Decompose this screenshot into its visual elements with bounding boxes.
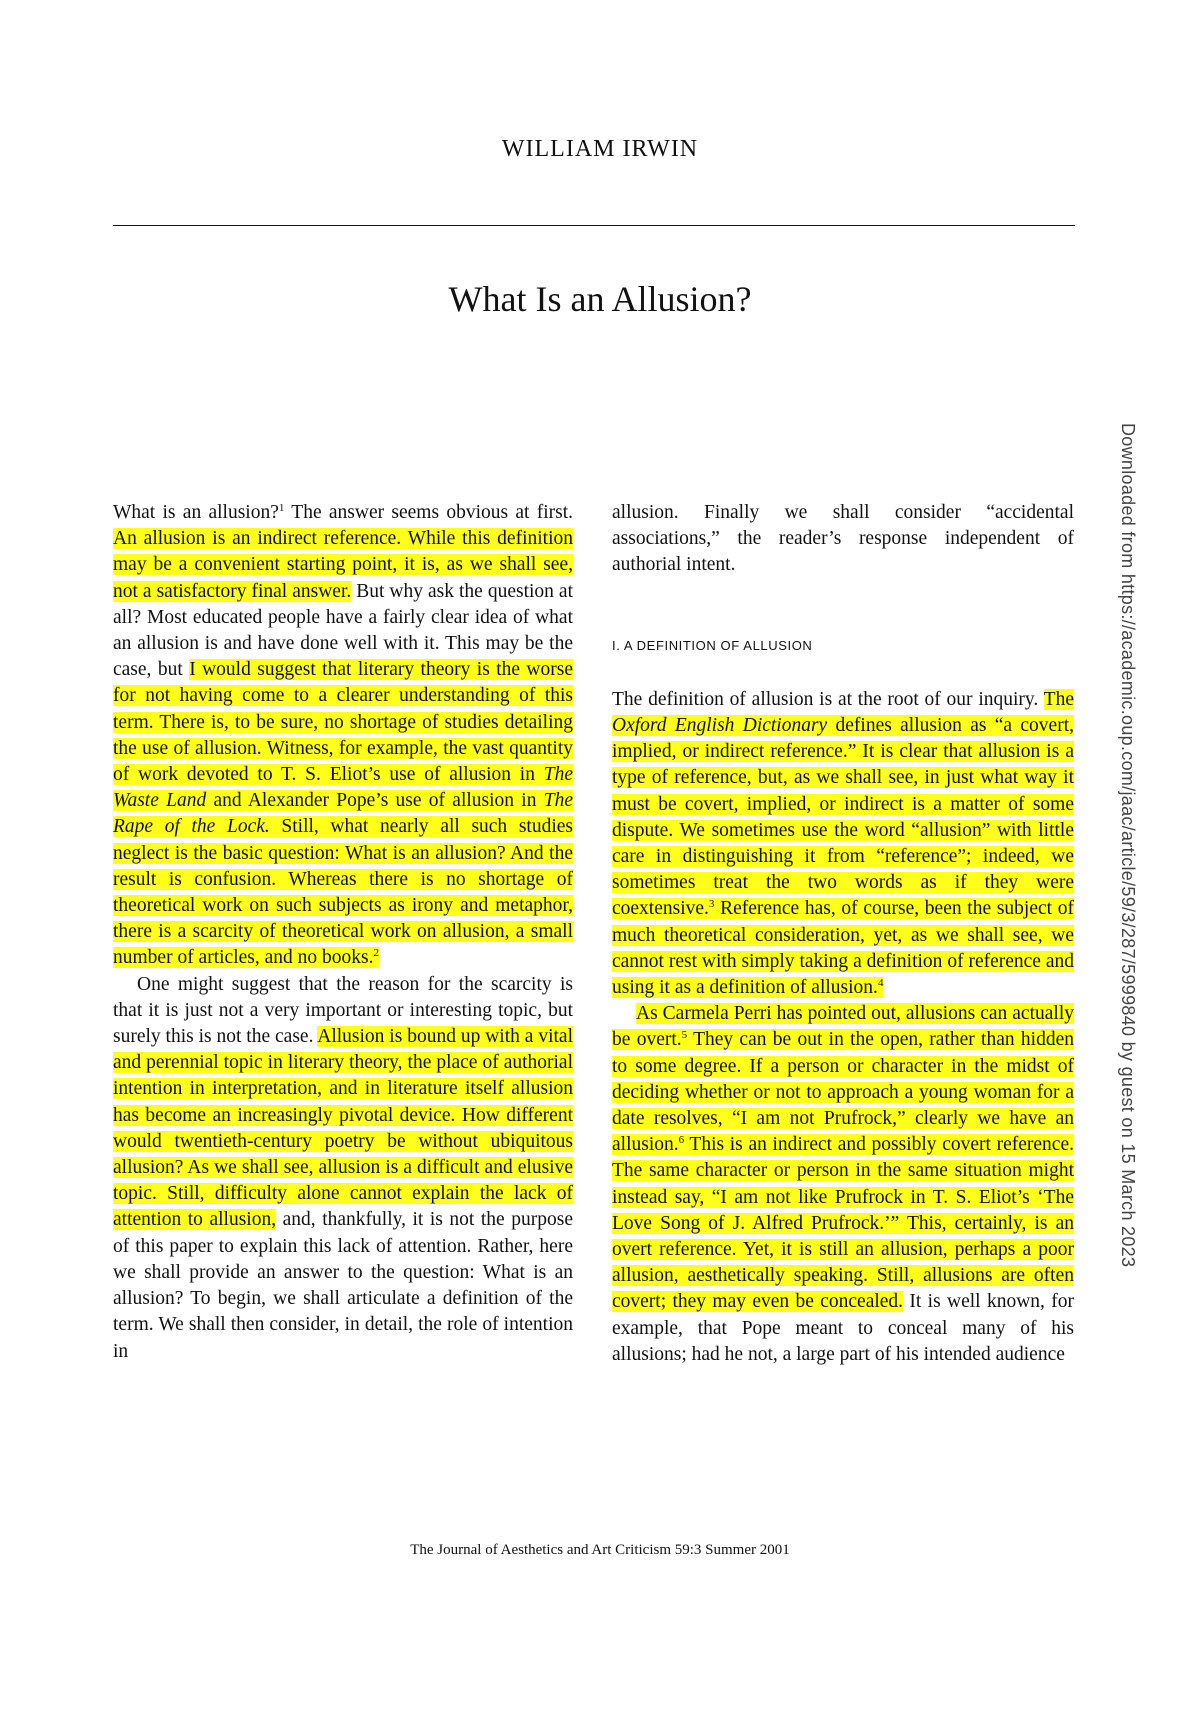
footnote-ref-2[interactable]: 2 — [373, 947, 379, 960]
paragraph-3: The definition of allusion is at the root of our inquiry. The Oxford English Dictionary defines allusion as “a covert, implied, or indirect reference.” It is clear that allusion is a type of reference, but, as we shall see, in just what way it must be covert, implied, or indirect is a matter of some dispute. We sometimes use the word “allusion” with little care in distinguishing it from “reference”; indeed, we sometimes treat the two words as if they were coextensive.$^3$ Reference has, of course, been the subject of much theoretical consideration, yet, as we shall see, we cannot rest with simply taking a definition of reference and using it as a definition of allusion.$^4$ — [612, 688, 1074, 999]
footnote-ref-3[interactable]: 3 — [708, 898, 715, 911]
highlight: An allusion is an indirect reference. While this definition may be a convenient starting point, it is, as we shall see, not a satisfactory final answer. — [113, 528, 573, 602]
footnote-ref-6[interactable]: 6 — [678, 1134, 685, 1147]
journal-footer: The Journal of Aesthetics and Art Criticism 59:3 Summer 2001 — [410, 1542, 790, 1558]
paragraph-4: As Carmela Perri has pointed out, allusions can actually be overt.$^5$ They can be out in the open, rather than hidden to some degree. If a person or character in the midst of deciding whether or not to approach a young woman for a date resolves, “I am not Prufrock,” clearly we have an allusion.$^6$ This is an indirect and possibly covert reference. The same character or person in the same situation might instead say, “I am not like Prufrock in T. S. Eliot’s ‘The Love Song of J. Alfred Prufrock.’” This, certainly, is an overt reference. Yet, it is still an allusion, perhaps a poor allusion, aesthetically speaking. Still, allusions are often covert; they may even be concealed. It is well known, for example, that Pope meant to conceal many of his allusions; had he not, a large part of his intended audience — [612, 1003, 1074, 1365]
paragraph-continued: allusion. Finally we shall consider “accidental associations,” the reader’s response independent of authorial intent. — [612, 502, 1074, 576]
highlight: The Oxford English Dictionary defines allusion as “a covert, implied, or indirect reference.” It is clear that allusion is a type of reference, but, as we shall see, in just what way it must be covert, implied, or indirect is a matter of some dispute. We sometimes use the word “allusion” with little care in distinguishing it from “reference”; indeed, we sometimes treat the two words as if they were coextensive.$^3$ Reference has, of course, been the subject of much theoretical consideration, yet, as we shall see, we cannot rest with simply taking a definition of reference and using it as a definition of allusion.$^4$ — [612, 688, 1074, 999]
paragraph-1: What is an allusion?$^1$ The answer seems obvious at first. An allusion is an indirect reference. While this definition may be a convenient starting point, it is, as we shall see, not a satisfactory final answer. But why ask the question at all? Most educated people have a fairly clear idea of what an allusion is and have done well with it. This may be the case, but I would suggest that literary theory is the worse for not having come to a clearer understanding of this term. There is, to be sure, no shortage of studies detailing the use of allusion. Witness, for example, the vast quantity of work devoted to T. S. Eliot’s use of allusion in The Waste Land and Alexander Pope’s use of allusion in The Rape of the Lock. Still, what nearly all such studies neglect is the basic question: What is an allusion? And the result is confusion. Whereas there is no shortage of theoretical work on such subjects as irony and metaphor, there is a scarcity of theoretical work on allusion, a small number of articles, and no books.$^2$ — [113, 502, 573, 969]
footnote-ref-4[interactable]: 4 — [877, 977, 884, 990]
footnote-ref-1[interactable]: 1 — [278, 502, 285, 514]
highlight: I would suggest that literary theory is the worse for not having come to a clearer understanding of this term. There is, to be sure, no shortage of studies detailing the use of allusion. Witness, for example, the vast quantity of work devoted to T. S. Eliot’s use of allusion in The Waste Land and Alexander Pope’s use of allusion in The Rape of the Lock. Still, what nearly all such studies neglect is the basic question: What is an allusion? And the result is confusion. Whereas there is no shortage of theoretical work on such subjects as irony and metaphor, there is a scarcity of theoretical work on allusion, a small number of articles, and no books.$^2$ — [113, 659, 573, 969]
highlight: Allusion is bound up with a vital and perennial topic in literary theory, the place of authorial intention in interpretation, and in literature itself allusion has become an increasingly pivotal device. How different would twentieth-century poetry be without ubiquitous allusion? As we shall see, allusion is a difficult and elusive topic. Still, difficulty alone cannot explain the lack of attention to allusion, — [113, 1026, 573, 1231]
right-column — [612, 500, 1074, 1368]
author-name: WILLIAM IRWIN — [501, 136, 699, 162]
left-column — [113, 500, 573, 1365]
highlight: As Carmela Perri has pointed out, allusions can actually be overt.$^5$ They can be out in the open, rather than hidden to some degree. If a person or character in the midst of deciding whether or not to approach a young woman for a date resolves, “I am not Prufrock,” clearly we have an allusion.$^6$ This is an indirect and possibly covert reference. The same character or person in the same situation might instead say, “I am not like Prufrock in T. S. Eliot’s ‘The Love Song of J. Alfred Prufrock.’” This, certainly, is an overt reference. Yet, it is still an allusion, perhaps a poor allusion, aesthetically speaking. Still, allusions are often covert; they may even be concealed. — [612, 1003, 1074, 1313]
footnote-ref-5[interactable]: 5 — [681, 1029, 688, 1042]
header-rule — [113, 225, 1075, 226]
article-title: What Is an Allusion? — [448, 279, 752, 319]
section-heading: I. A DEFINITION OF ALLUSION — [612, 637, 813, 653]
download-watermark: Downloaded from https://academic.oup.com/jaac/article/59/3/287/5999840 by guest on 15 March 2023 — [1118, 423, 1138, 1268]
paragraph-2: One might suggest that the reason for the scarcity is that it is just not a very important or interesting topic, but surely this is not the case. Allusion is bound up with a vital and perennial topic in literary theory, the place of authorial intention in interpretation, and in literature itself allusion has become an increasingly pivotal device. How different would twentieth-century poetry be without ubiquitous allusion? As we shall see, allusion is a difficult and elusive topic. Still, difficulty alone cannot explain the lack of attention to allusion, and, thankfully, it is not the purpose of this paper to explain this lack of attention. Rather, here we shall provide an answer to the question: What is an allusion? To begin, we shall articulate a definition of the term. We shall then consider, in detail, the role of intention in — [113, 973, 573, 1362]
